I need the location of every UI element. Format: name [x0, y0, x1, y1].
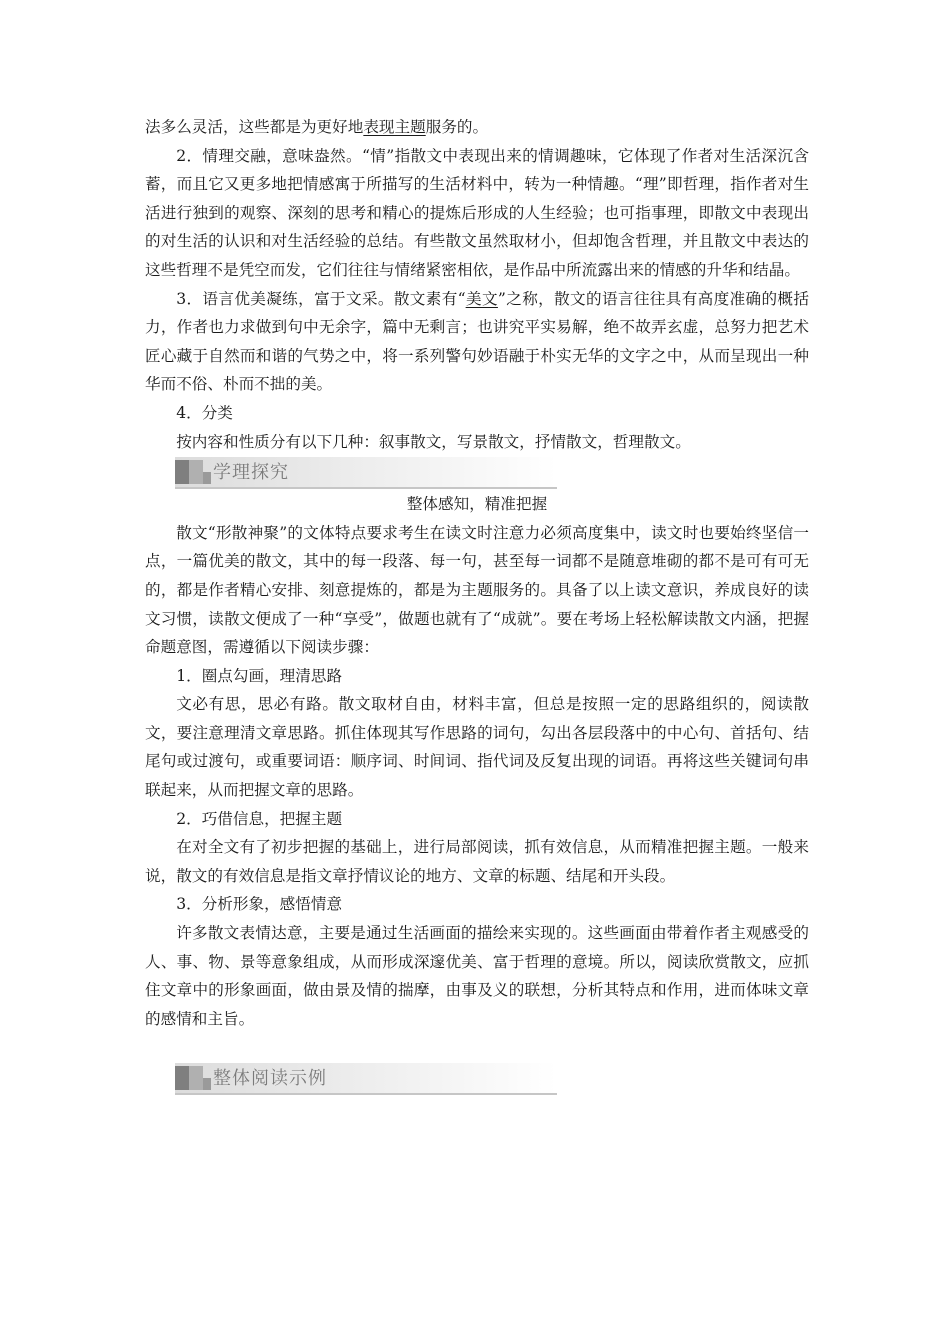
section-heading: 整体感知，精准把握 — [406, 495, 548, 514]
banner-block-icon — [203, 1078, 211, 1090]
paragraph-intro: 散文“形散神聚”的文体特点要求考生在读文时注意力必须高度集中，读文时也要始终坚信一点，一篇优美的散文，其中的每一段落、每一句，甚至每一词都不是随意堆砌的都不是可有可无的，都是作者精心安排、刻意提炼的，都是为主题服务的。具备了以上读文意识，养成良好的读文习惯，读散文便成了一种“享受”，做题也就有了“成就”。要在考场上轻松解读散文内涵，把握命题意图，需遵循以下阅读步骤： — [145, 523, 809, 657]
step2-title: 2．巧借信息，把握主题 — [176, 809, 343, 828]
item-fenlei: 4．分类 — [176, 403, 233, 422]
paragraph-fenlei: 按内容和性质分有以下几种：叙事散文，写景散文，抒情散文，哲理散文。 — [176, 432, 691, 451]
section-banner-example — [175, 1063, 557, 1095]
underlined-term: 表现主题 — [363, 118, 426, 136]
step1-title: 1．圈点勾画，理清思路 — [176, 666, 343, 685]
step2-body: 在对全文有了初步把握的基础上，进行局部阅读，抓有效信息，从而精准把握主题。一般来说，散文的有效信息是指文章抒情议论的地方、文章的标题、结尾和开头段。 — [145, 838, 809, 885]
banner-title: 学理探究 — [213, 462, 289, 484]
document-page — [145, 113, 809, 1095]
step3-body: 许多散文表情达意，主要是通过生活画面的描绘来实现的。这些画面由带着作者主观感受的人、事、物、景等意象组成，从而形成深邃优美、富于哲理的意境。所以，阅读欣赏散文，应抓住文章中的形象画面，做由景及情的揣摩，由事及义的联想，分析其特点和作用，进而体味文章的感情和主旨。 — [145, 924, 809, 1028]
banner-block-icon — [203, 472, 211, 484]
step1-body: 文必有思，思必有路。散文取材自由，材料丰富，但总是按照一定的思路组织的，阅读散文，要注意理清文章思路。抓住体现其写作思路的词句，勾出各层段落中的中心句、首括句、结尾句或过渡句，或重要词语：顺序词、时间词、指代词及反复出现的词语。再将这些关键词句串联起来，从而把握文章的思路。 — [145, 695, 809, 800]
section-banner-xueli — [175, 457, 557, 489]
paragraph-yuyan: 3．语言优美凝练，富于文采。散文素有“美文”之称，散文的语言往往具有高度准确的概括力，作者也力求做到句中无余字，篇中无剩言；也讲究平实易解，绝不故弄玄虚，总努力把艺术匠心藏于自然而和谐的气势之中，将一系列警句妙语融于朴实无华的文字之中，从而呈现出一种华而不俗、朴而不拙的美。 — [145, 289, 809, 394]
banner-block-icon — [189, 1066, 203, 1090]
paragraph-continuation: 法多么灵活，这些都是为更好地表现主题服务的。 — [145, 118, 489, 136]
banner-block-icon — [175, 460, 189, 484]
banner-title: 整体阅读示例 — [213, 1068, 327, 1090]
banner-block-icon — [175, 1066, 189, 1090]
banner-block-icon — [189, 460, 203, 484]
step3-title: 3．分析形象，感悟情意 — [176, 895, 343, 914]
underlined-term: 美文 — [465, 289, 498, 308]
paragraph-qingli: 2．情理交融，意味盎然。“情”指散文中表现出来的情调趣味，它体现了作者对生活深沉含蓄，而且它又更多地把情感寓于所描写的生活材料中，转为一种情趣。“理”即哲理，指作者对生活进行独到的观察、深刻的思考和精心的提炼后形成的人生经验；也可指事理，即散文中表现出的对生活的认识和对生活经验的总结。有些散文虽然取材小，但却饱含哲理，并且散文中表达的这些哲理不是凭空而发，它们往往与情绪紧密相依，是作品中所流露出来的情感的升华和结晶。 — [145, 146, 809, 279]
